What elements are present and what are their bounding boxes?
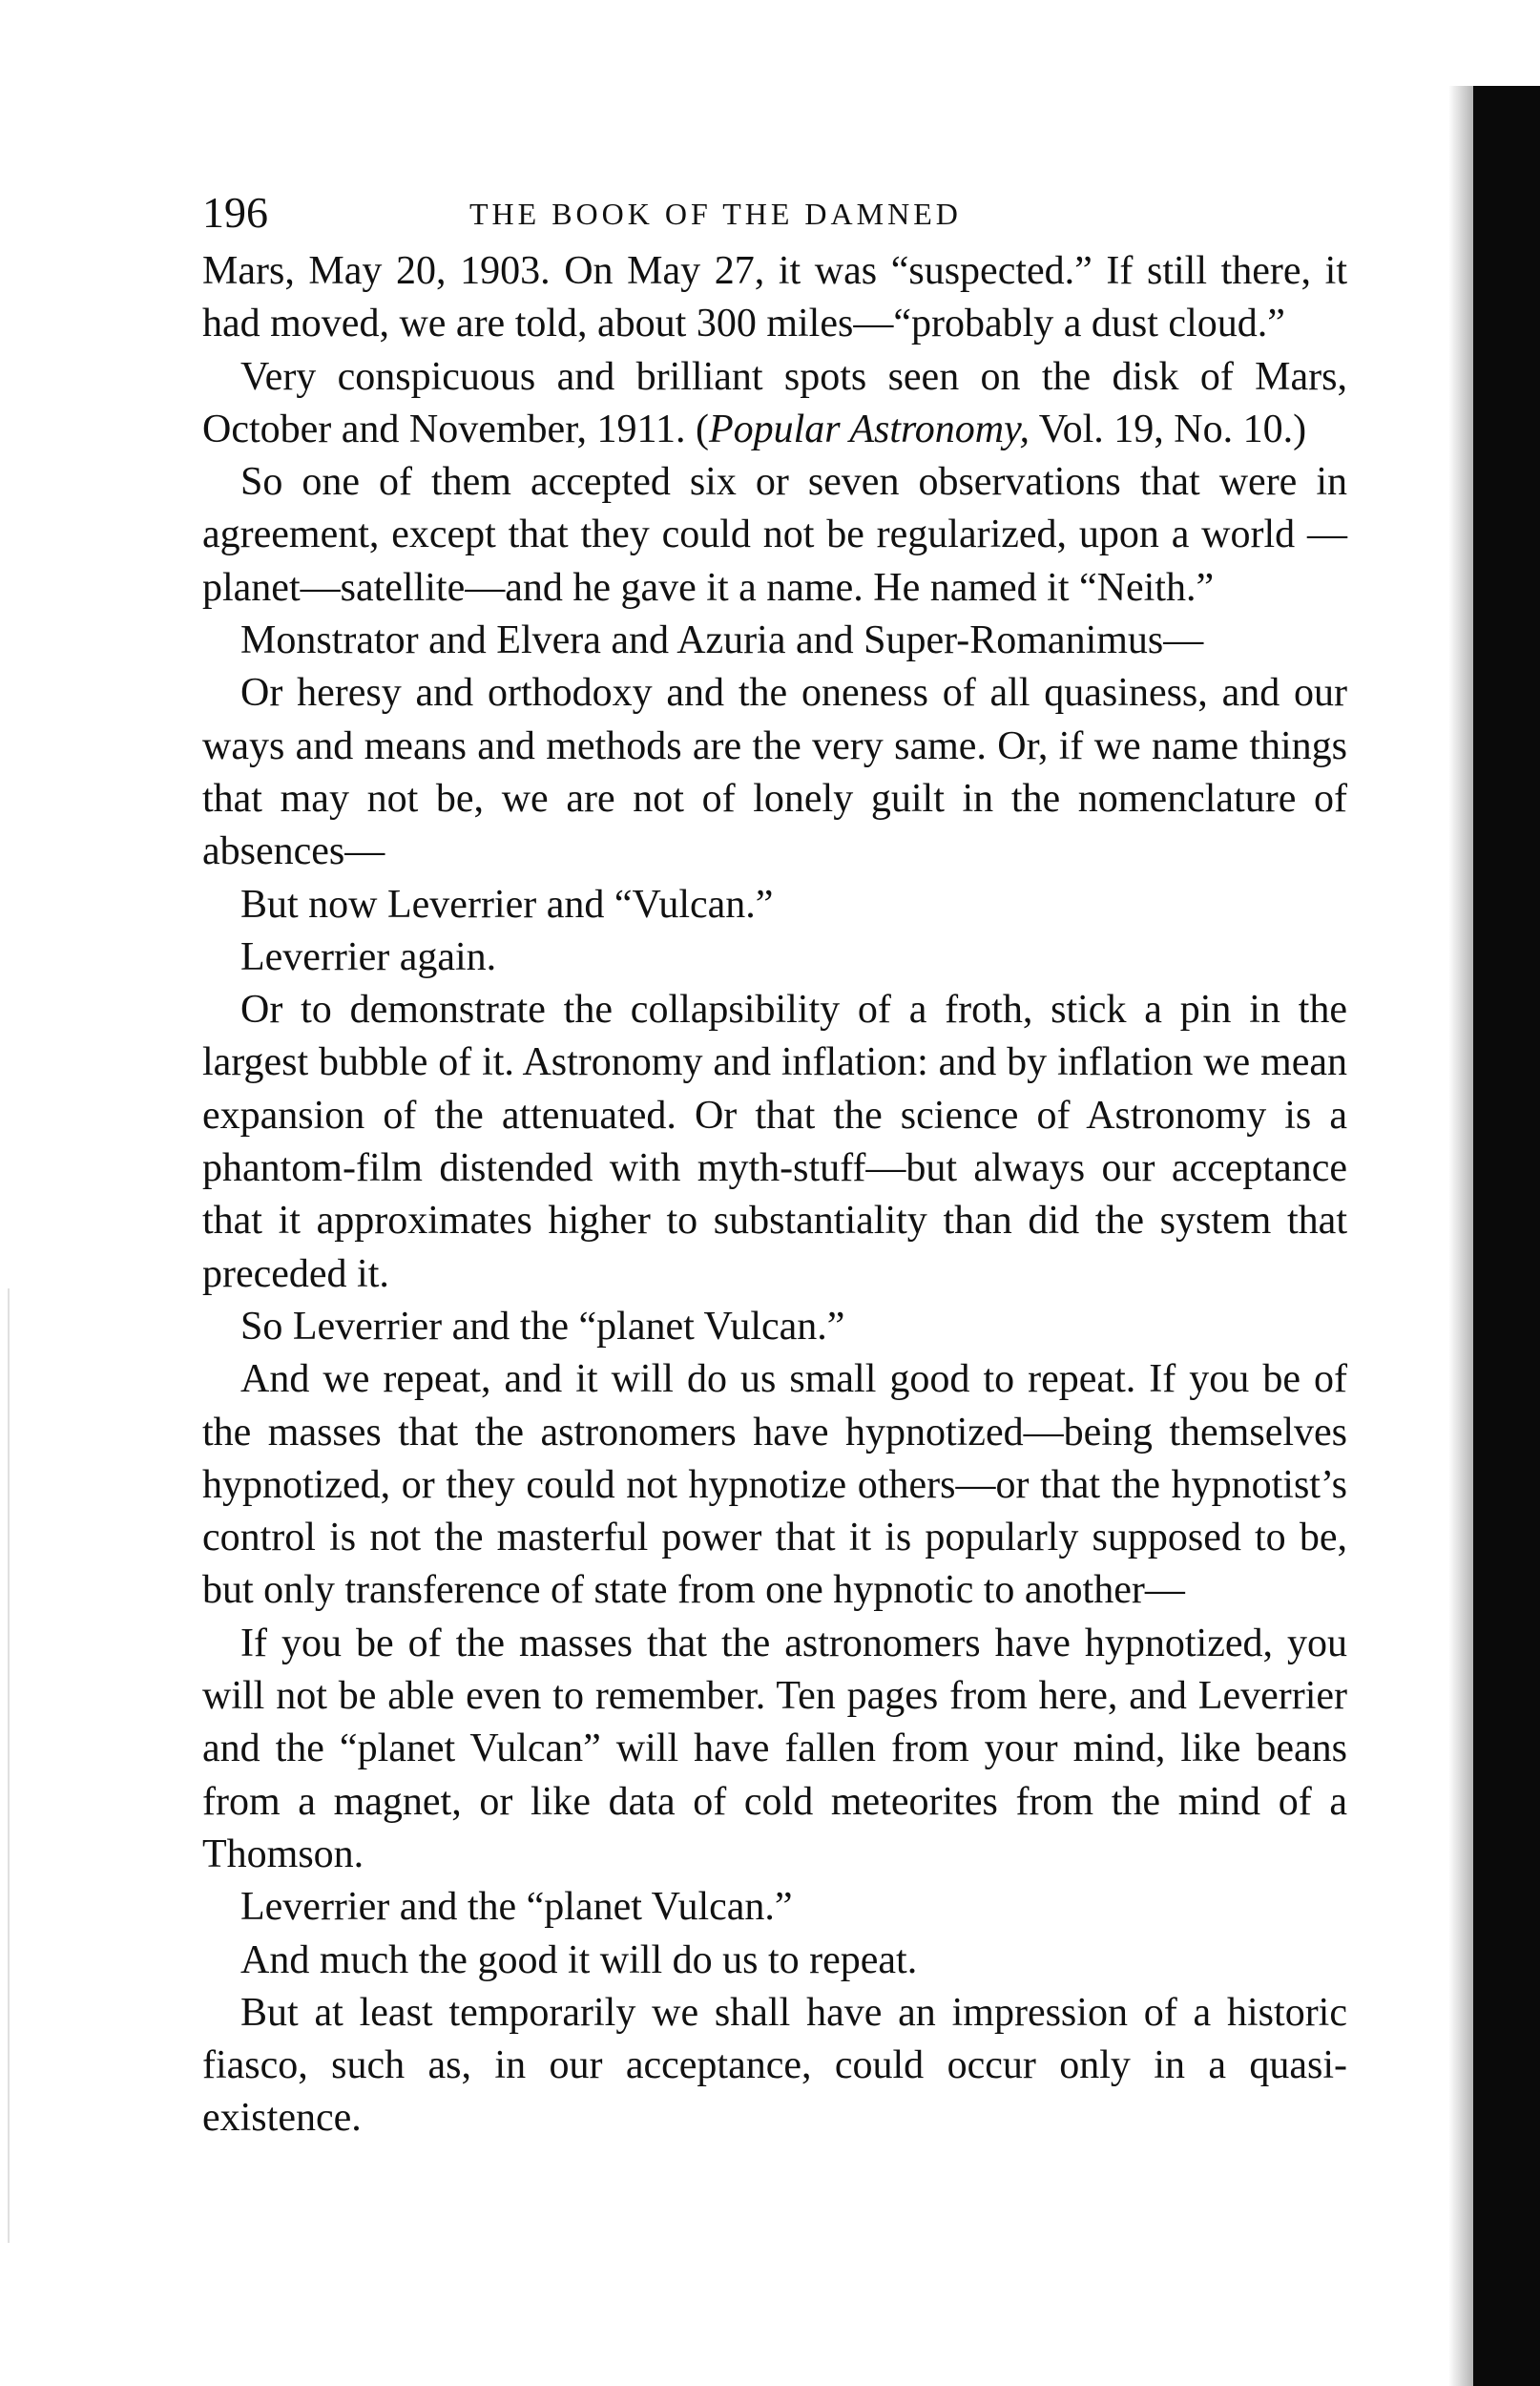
citation-title: Popular Astronomy, (708, 407, 1030, 451)
paragraph-text: Very conspicuous and brilliant spots seen on the disk of Mars, October and November, 1911. ( (202, 354, 1347, 451)
paragraph: Leverrier and the “planet Vulcan.” (240, 1885, 793, 1930)
paragraph: Leverrier again. (240, 934, 497, 979)
paragraph: Or to demonstrate the collapsibility of a froth, stick a pin in the largest bubble of it. Astronomy and inflation: and by inflation we mean expansion of the attenuated. Or that the science of Astronomy is a phantom-film distended with myth-stuff—but always our acceptance that it approximates higher to substantiality than did the system that preceded it. (202, 988, 1347, 1296)
paragraph (202, 351, 1347, 457)
running-head: THE BOOK OF THE DAMNED (469, 197, 962, 231)
paragraph: So one of them accepted six or seven observations that were in agreement, except that they could not be regularized, upon a world —planet—satellite—and he gave it a name. He named it “Neith.” (202, 460, 1347, 610)
book-page (202, 186, 1347, 2145)
paragraph: Monstrator and Elvera and Azuria and Super-Romanimus— (240, 618, 1204, 663)
paragraph: And much the good it will do us to repeat. (240, 1937, 918, 1982)
page-edge-shadow (1448, 0, 1473, 2386)
scan-artifact (8, 1288, 10, 2243)
paragraph: So Leverrier and the “planet Vulcan.” (240, 1304, 845, 1349)
paragraph: But at least temporarily we shall have an impression of a historic fiasco, such as, in our acceptance, could occur only in a quasi-existence. (202, 1990, 1347, 2141)
paragraph-text: Vol. 19, No. 10.) (1029, 407, 1307, 451)
page-number: 196 (202, 188, 268, 237)
paragraph: And we repeat, and it will do us small good to repeat. If you be of the masses that the astronomers have hypnotized—being themselves hypnotized, or they could not hypnotize others—or that the hypnotist’s control is not the masterful power that it is popularly supposed to be, but only transference of state from one hypnotic to another— (202, 1357, 1347, 1613)
page-edge (1473, 0, 1540, 2386)
paragraph: Or heresy and orthodoxy and the oneness of all quasiness, and our ways and means and methods are the very same. Or, if we name things that may not be, we are not of lonely guilt in the nomenclature of absences— (202, 671, 1347, 874)
page-header (202, 186, 1347, 240)
paragraph: But now Leverrier and “Vulcan.” (240, 882, 774, 927)
body-text (202, 245, 1347, 2145)
paragraph: If you be of the masses that the astronomers have hypnotized, you will not be able even to remember. Ten pages from here, and Leverrier and the “planet Vulcan” will have fallen from your mind, like beans from a magnet, or like data of cold meteorites from the mind of a Thomson. (202, 1621, 1347, 1876)
paragraph: Mars, May 20, 1903. On May 27, it was “suspected.” If still there, it had moved, we are told, about 300 miles—“probably a dust cloud.” (202, 249, 1347, 346)
page-edge-top (1426, 0, 1540, 86)
